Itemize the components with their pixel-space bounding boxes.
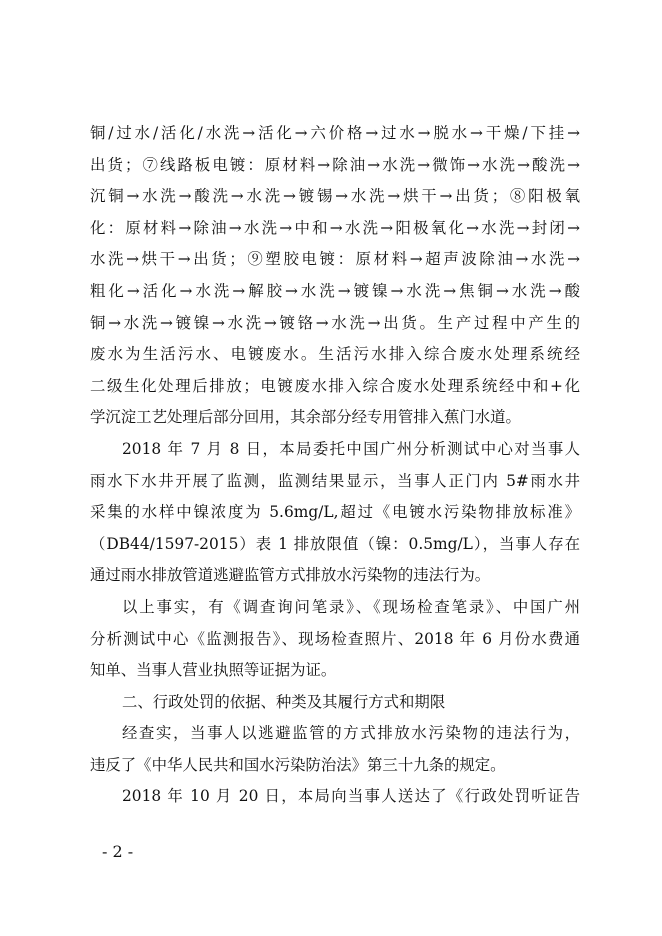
text-line-9: 二级生化处理后排放；电镀废水排入综合废水处理系统经中和+化: [90, 376, 580, 395]
text-line-15: 通过雨水排放管道逃避监管方式排放水污染物的违法行为。: [90, 566, 491, 585]
text-line-4: 化：原材料→除油→水洗→中和→水洗→阳极氧化→水洗→封闭→: [90, 218, 580, 237]
text-line-20: 经查实，当事人以逃避监管的方式排放水污染物的违法行为，: [122, 724, 580, 743]
text-line-2: 出货；⑦线路板电镀：原材料→除油→水洗→微饰→水洗→酸洗→: [90, 155, 580, 174]
document-body: [90, 118, 580, 813]
text-line-6: 粗化→活化→水洗→解胶→水洗→镀镍→水洗→焦铜→水洗→酸: [90, 281, 580, 300]
text-line-21: 违反了《中华人民共和国水污染防治法》第三十九条的规定。: [90, 755, 506, 774]
text-line-3: 沉铜→水洗→酸洗→水洗→镀锡→水洗→烘干→出货；⑧阳极氧: [90, 187, 580, 206]
text-line-13: 采集的水样中镍浓度为 5.6mg/L,超过《电镀水污染物排放标准》: [90, 503, 580, 522]
page-number: - 2 -: [102, 842, 134, 861]
text-line-17: 分析测试中心《监测报告》、现场检查照片、2018 年 6 月份水费通: [90, 629, 580, 648]
text-line-10: 学沉淀工艺处理后部分回用，其余部分经专用管排入蕉门水道。: [90, 408, 521, 427]
text-line-5: 水洗→烘干→出货；⑨塑胶电镀：原材料→超声波除油→水洗→: [90, 250, 580, 269]
text-line-16: 以上事实，有《调查询问笔录》、《现场检查笔录》、中国广州: [122, 597, 580, 616]
text-line-12: 雨水下水井开展了监测，监测结果显示，当事人正门内 5#雨水井: [90, 471, 580, 490]
section-heading: 二、行政处罚的依据、种类及其履行方式和期限: [122, 692, 446, 711]
text-line-11: 2018 年 7 月 8 日，本局委托中国广州分析测试中心对当事人: [122, 439, 580, 458]
text-line-8: 废水为生活污水、电镀废水。生活污水排入综合废水处理系统经: [90, 345, 580, 364]
text-line-1: 铜/过水/活化/水洗→活化→六价格→过水→脱水→干燥/下挂→: [90, 124, 580, 142]
text-line-18: 知单、当事人营业执照等证据为证。: [90, 661, 337, 680]
text-line-14: （DB44/1597-2015）表 1 排放限值（镍：0.5mg/L），当事人存在: [90, 534, 580, 553]
text-line-7: 铜→水洗→镀镍→水洗→镀铬→水洗→出货。生产过程中产生的: [90, 313, 580, 332]
text-line-22: 2018 年 10 月 20 日，本局向当事人送达了《行政处罚听证告: [122, 787, 580, 806]
